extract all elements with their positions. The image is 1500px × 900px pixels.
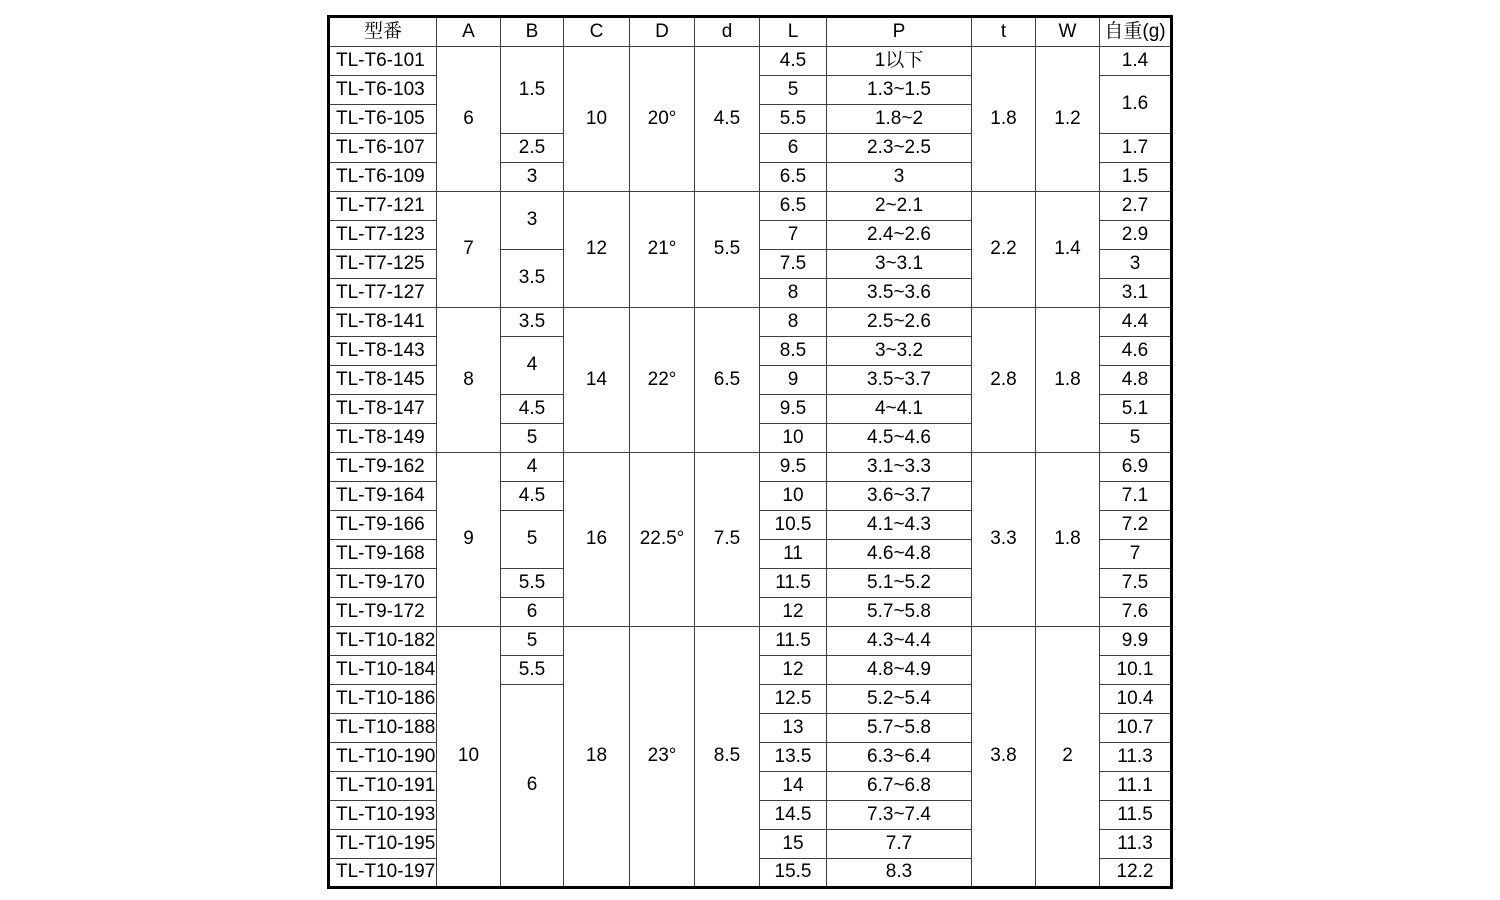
dim-d-upper-cell: 23°	[630, 627, 695, 888]
model-cell: TL-T8-141	[329, 308, 437, 337]
dim-l-cell: 5.5	[760, 105, 827, 134]
col-header-t: t	[972, 17, 1036, 47]
weight-cell: 5	[1100, 424, 1172, 453]
model-cell: TL-T10-186	[329, 685, 437, 714]
dim-l-cell: 5	[760, 76, 827, 105]
model-cell: TL-T9-162	[329, 453, 437, 482]
dim-p-cell: 3.5~3.6	[827, 279, 972, 308]
col-header-weight: 自重(g)	[1100, 17, 1172, 47]
dim-p-cell: 1以下	[827, 47, 972, 76]
dim-p-cell: 5.7~5.8	[827, 598, 972, 627]
dim-l-cell: 8.5	[760, 337, 827, 366]
dim-l-cell: 10	[760, 424, 827, 453]
dim-b-cell: 5	[501, 511, 564, 569]
dim-d-lower-cell: 7.5	[695, 453, 760, 627]
dim-l-cell: 12	[760, 656, 827, 685]
dim-c-cell: 14	[564, 308, 630, 453]
dim-t-cell: 2.2	[972, 192, 1036, 308]
dim-b-cell: 5	[501, 424, 564, 453]
col-header-A: A	[437, 17, 501, 47]
dim-l-cell: 11.5	[760, 627, 827, 656]
dim-l-cell: 7.5	[760, 250, 827, 279]
col-header-d: d	[695, 17, 760, 47]
col-header-model: 型番	[329, 17, 437, 47]
weight-cell: 10.1	[1100, 656, 1172, 685]
dim-l-cell: 12.5	[760, 685, 827, 714]
weight-cell: 4.6	[1100, 337, 1172, 366]
weight-cell: 5.1	[1100, 395, 1172, 424]
weight-cell: 3	[1100, 250, 1172, 279]
model-cell: TL-T10-188	[329, 714, 437, 743]
dim-a-cell: 10	[437, 627, 501, 888]
dim-d-lower-cell: 4.5	[695, 47, 760, 192]
model-cell: TL-T10-184	[329, 656, 437, 685]
dim-d-lower-cell: 5.5	[695, 192, 760, 308]
dim-l-cell: 6.5	[760, 163, 827, 192]
model-cell: TL-T6-101	[329, 47, 437, 76]
dim-l-cell: 11	[760, 540, 827, 569]
dim-p-cell: 4~4.1	[827, 395, 972, 424]
dim-p-cell: 4.3~4.4	[827, 627, 972, 656]
dim-p-cell: 3.1~3.3	[827, 453, 972, 482]
col-header-W: W	[1036, 17, 1100, 47]
weight-cell: 1.6	[1100, 76, 1172, 134]
weight-cell: 4.4	[1100, 308, 1172, 337]
weight-cell: 1.4	[1100, 47, 1172, 76]
weight-cell: 4.8	[1100, 366, 1172, 395]
dim-c-cell: 16	[564, 453, 630, 627]
model-cell: TL-T7-123	[329, 221, 437, 250]
model-cell: TL-T10-197	[329, 859, 437, 888]
dim-c-cell: 10	[564, 47, 630, 192]
dim-b-cell: 3.5	[501, 250, 564, 308]
dim-l-cell: 10.5	[760, 511, 827, 540]
dim-p-cell: 3.5~3.7	[827, 366, 972, 395]
dim-b-cell: 3	[501, 163, 564, 192]
dim-p-cell: 2.5~2.6	[827, 308, 972, 337]
weight-cell: 11.5	[1100, 801, 1172, 830]
dim-d-lower-cell: 8.5	[695, 627, 760, 888]
dim-b-cell: 4	[501, 453, 564, 482]
dim-p-cell: 4.1~4.3	[827, 511, 972, 540]
dim-d-upper-cell: 22°	[630, 308, 695, 453]
dim-l-cell: 8	[760, 308, 827, 337]
model-cell: TL-T8-145	[329, 366, 437, 395]
dim-b-cell: 4.5	[501, 395, 564, 424]
dim-d-upper-cell: 21°	[630, 192, 695, 308]
model-cell: TL-T6-109	[329, 163, 437, 192]
dim-l-cell: 15	[760, 830, 827, 859]
dim-w-cell: 1.8	[1036, 453, 1100, 627]
weight-cell: 1.7	[1100, 134, 1172, 163]
weight-cell: 2.7	[1100, 192, 1172, 221]
dim-b-cell: 6	[501, 685, 564, 888]
dim-b-cell: 4	[501, 337, 564, 395]
dim-b-cell: 2.5	[501, 134, 564, 163]
dim-p-cell: 3.6~3.7	[827, 482, 972, 511]
dim-b-cell: 5	[501, 627, 564, 656]
model-cell: TL-T7-121	[329, 192, 437, 221]
dim-b-cell: 4.5	[501, 482, 564, 511]
table-row	[329, 192, 1172, 221]
dim-l-cell: 15.5	[760, 859, 827, 888]
header-row	[329, 17, 1172, 47]
dim-l-cell: 6	[760, 134, 827, 163]
model-cell: TL-T6-103	[329, 76, 437, 105]
dim-l-cell: 13.5	[760, 743, 827, 772]
dim-p-cell: 4.5~4.6	[827, 424, 972, 453]
dim-w-cell: 1.4	[1036, 192, 1100, 308]
model-cell: TL-T9-168	[329, 540, 437, 569]
model-cell: TL-T7-127	[329, 279, 437, 308]
dim-l-cell: 10	[760, 482, 827, 511]
col-header-D: D	[630, 17, 695, 47]
dim-a-cell: 9	[437, 453, 501, 627]
weight-cell: 7.6	[1100, 598, 1172, 627]
dim-p-cell: 6.3~6.4	[827, 743, 972, 772]
dim-p-cell: 2~2.1	[827, 192, 972, 221]
dim-t-cell: 3.3	[972, 453, 1036, 627]
weight-cell: 3.1	[1100, 279, 1172, 308]
dim-d-lower-cell: 6.5	[695, 308, 760, 453]
dim-p-cell: 4.8~4.9	[827, 656, 972, 685]
table-row	[329, 308, 1172, 337]
table-row	[329, 47, 1172, 76]
model-cell: TL-T10-182	[329, 627, 437, 656]
model-cell: TL-T9-164	[329, 482, 437, 511]
dim-w-cell: 1.8	[1036, 308, 1100, 453]
dim-p-cell: 4.6~4.8	[827, 540, 972, 569]
dim-l-cell: 4.5	[760, 47, 827, 76]
dim-p-cell: 6.7~6.8	[827, 772, 972, 801]
model-cell: TL-T10-190	[329, 743, 437, 772]
table-header	[329, 17, 1172, 47]
weight-cell: 2.9	[1100, 221, 1172, 250]
col-header-L: L	[760, 17, 827, 47]
dim-b-cell: 3.5	[501, 308, 564, 337]
model-cell: TL-T8-143	[329, 337, 437, 366]
dim-t-cell: 3.8	[972, 627, 1036, 888]
weight-cell: 7.2	[1100, 511, 1172, 540]
dim-p-cell: 7.3~7.4	[827, 801, 972, 830]
dim-c-cell: 18	[564, 627, 630, 888]
col-header-B: B	[501, 17, 564, 47]
model-cell: TL-T6-107	[329, 134, 437, 163]
dim-l-cell: 9.5	[760, 395, 827, 424]
dim-l-cell: 14	[760, 772, 827, 801]
table-row	[329, 627, 1172, 656]
dim-t-cell: 2.8	[972, 308, 1036, 453]
dim-l-cell: 11.5	[760, 569, 827, 598]
dim-a-cell: 7	[437, 192, 501, 308]
table-row	[329, 453, 1172, 482]
weight-cell: 9.9	[1100, 627, 1172, 656]
dim-p-cell: 7.7	[827, 830, 972, 859]
dim-l-cell: 13	[760, 714, 827, 743]
model-cell: TL-T9-170	[329, 569, 437, 598]
dim-a-cell: 8	[437, 308, 501, 453]
weight-cell: 10.7	[1100, 714, 1172, 743]
dim-w-cell: 2	[1036, 627, 1100, 888]
model-cell: TL-T9-166	[329, 511, 437, 540]
model-cell: TL-T7-125	[329, 250, 437, 279]
dim-d-upper-cell: 20°	[630, 47, 695, 192]
dim-p-cell: 2.3~2.5	[827, 134, 972, 163]
weight-cell: 7.1	[1100, 482, 1172, 511]
dim-b-cell: 1.5	[501, 47, 564, 134]
weight-cell: 12.2	[1100, 859, 1172, 888]
model-cell: TL-T8-149	[329, 424, 437, 453]
model-cell: TL-T10-191	[329, 772, 437, 801]
dim-l-cell: 6.5	[760, 192, 827, 221]
dim-p-cell: 3~3.1	[827, 250, 972, 279]
dim-l-cell: 14.5	[760, 801, 827, 830]
model-cell: TL-T10-193	[329, 801, 437, 830]
table-body	[329, 47, 1172, 888]
col-header-C: C	[564, 17, 630, 47]
weight-cell: 7	[1100, 540, 1172, 569]
weight-cell: 11.1	[1100, 772, 1172, 801]
dim-t-cell: 1.8	[972, 47, 1036, 192]
dim-l-cell: 9	[760, 366, 827, 395]
dim-a-cell: 6	[437, 47, 501, 192]
dim-b-cell: 5.5	[501, 569, 564, 598]
dim-p-cell: 5.1~5.2	[827, 569, 972, 598]
dim-c-cell: 12	[564, 192, 630, 308]
dim-b-cell: 5.5	[501, 656, 564, 685]
dim-p-cell: 5.2~5.4	[827, 685, 972, 714]
weight-cell: 10.4	[1100, 685, 1172, 714]
model-cell: TL-T6-105	[329, 105, 437, 134]
dim-p-cell: 1.8~2	[827, 105, 972, 134]
weight-cell: 11.3	[1100, 830, 1172, 859]
dim-w-cell: 1.2	[1036, 47, 1100, 192]
dim-p-cell: 2.4~2.6	[827, 221, 972, 250]
parts-spec-table	[327, 15, 1173, 889]
dim-l-cell: 8	[760, 279, 827, 308]
dim-b-cell: 6	[501, 598, 564, 627]
dim-l-cell: 7	[760, 221, 827, 250]
dim-p-cell: 8.3	[827, 859, 972, 888]
col-header-P: P	[827, 17, 972, 47]
dim-p-cell: 5.7~5.8	[827, 714, 972, 743]
weight-cell: 1.5	[1100, 163, 1172, 192]
weight-cell: 7.5	[1100, 569, 1172, 598]
weight-cell: 11.3	[1100, 743, 1172, 772]
dim-b-cell: 3	[501, 192, 564, 250]
dim-p-cell: 1.3~1.5	[827, 76, 972, 105]
dim-d-upper-cell: 22.5°	[630, 453, 695, 627]
model-cell: TL-T8-147	[329, 395, 437, 424]
model-cell: TL-T9-172	[329, 598, 437, 627]
dim-l-cell: 12	[760, 598, 827, 627]
dim-p-cell: 3~3.2	[827, 337, 972, 366]
weight-cell: 6.9	[1100, 453, 1172, 482]
dim-p-cell: 3	[827, 163, 972, 192]
dim-l-cell: 9.5	[760, 453, 827, 482]
model-cell: TL-T10-195	[329, 830, 437, 859]
